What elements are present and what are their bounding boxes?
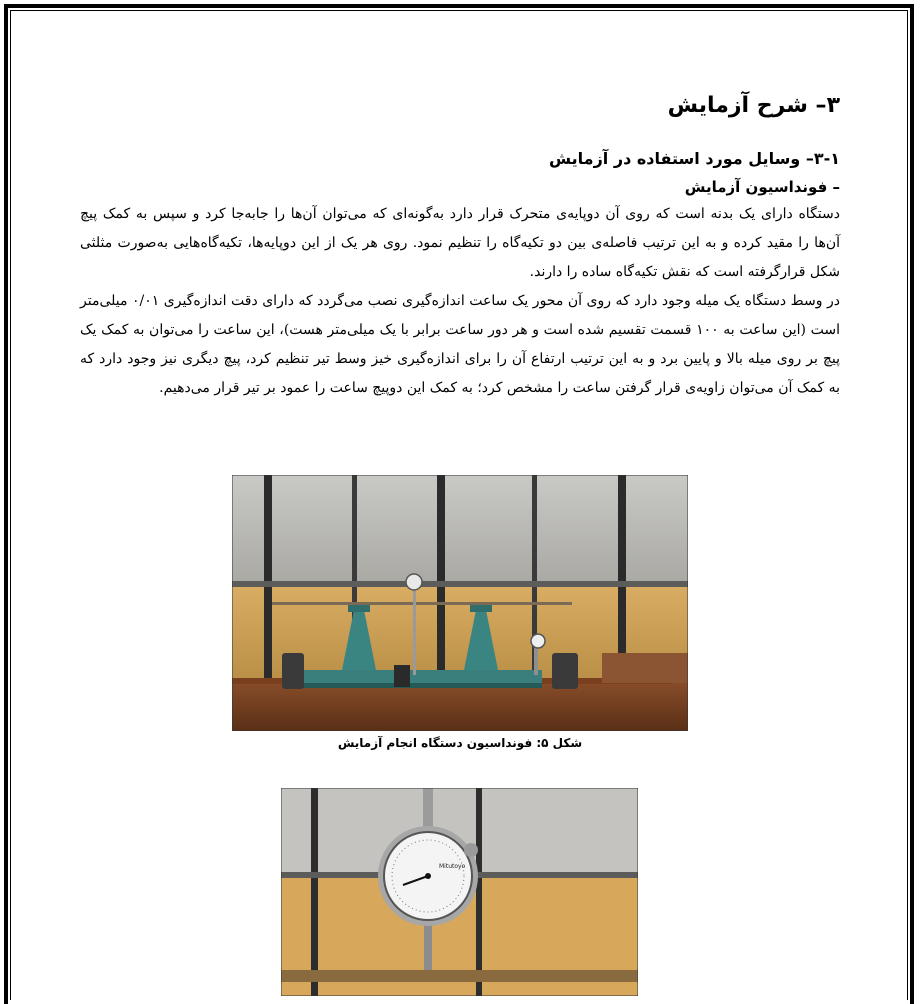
section-heading: ۳– شرح آزمایش — [667, 93, 840, 118]
dial-brand-label: Mitutoyo — [439, 863, 466, 870]
paragraph-dial-gauge: در وسط دستگاه یک میله وجود دارد که روی آن محور یک ساعت اندازه‌گیری نصب می‌گردد که دارای دقت اندازه‌گیری ۰/۰۱ میلی‌متر است (این ساعت به ۱۰۰ قسمت تقسیم شده است و هر دور ساعت برابر با یک میلی‌متر هست)، این ساعت را می‌توان به کمک یک پیچ بر روی میله بالا و پایین برد و به این ترتیب ارتفاع آن را برای اندازه‌گیری خیز وسط تیر تنظیم کرد، پیچ دیگری نیز وجود دارد که به کمک آن می‌توان زاویه‌ی قرار گرفتن ساعت را مشخص کرد؛ به کمک این دوپیچ ساعت را عمود بر تیر قرار می‌دهیم. — [80, 293, 840, 396]
subsubsection-heading: – فونداسیون آزمایش — [684, 178, 840, 196]
subsection-heading: ۳-۱– وسایل مورد استفاده در آزمایش — [549, 149, 840, 168]
document-body — [80, 86, 840, 403]
paragraph-foundation: دستگاه دارای یک بدنه است که روی آن دوپایه‌ی متحرک قرار دارد به‌گونه‌ای که می‌توان آن‌ها را جابه‌جا کرد و سپس به کمک پیچ آن‌ها را مقید کرده و به این ترتیب فاصله‌ی بین دو تکیه‌گاه را تنظیم نمود. روی هر یک از این دوپایه‌ها، تکیه‌گاه‌هایی به‌صورت مثلثی شکل قرارگرفته است که نقش تکیه‌گاه ساده را دارند. — [80, 206, 840, 280]
figure-5-apparatus-photo — [232, 475, 688, 731]
figure-5-caption: شکل ۵: فونداسیون دستگاه انجام آزمایش — [337, 736, 583, 750]
figure-6-dial-gauge-photo — [281, 788, 638, 996]
